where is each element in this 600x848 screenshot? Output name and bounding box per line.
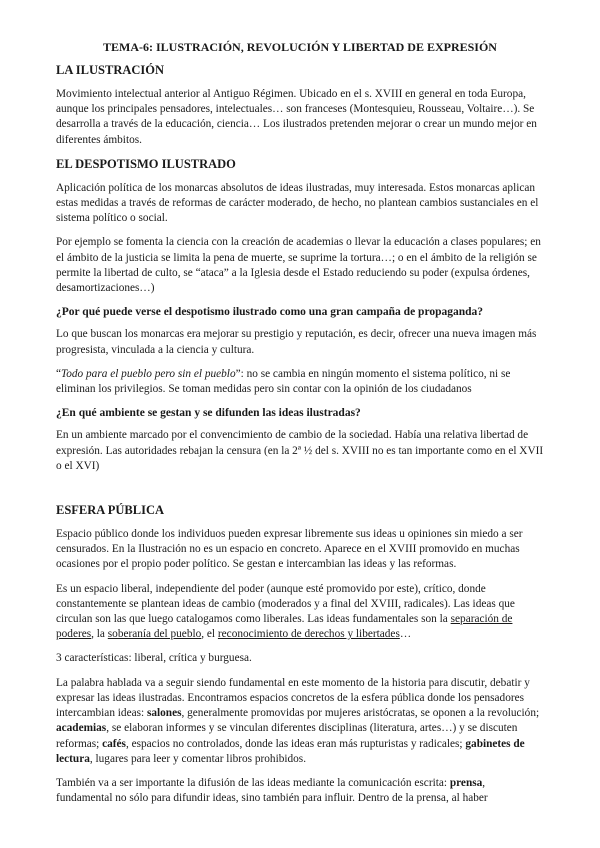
bold-term: gabinetes de lectura <box>56 737 525 765</box>
underlined-term: separación de poderes <box>56 613 513 641</box>
paragraph: Movimiento intelectual anterior al Antiguo Régimen. Ubicado en el s. XVIII en general en toda Europa, aunque los principales pensadores, intelectuales… son franceses (Montesquieu, Rousseau, Voltaire…). Se desarrolla a través de la educación, ciencia… Los ilustrados pretenden mejorar o crear un mundo mejor en diferentes ámbitos. <box>56 88 537 146</box>
paragraph <box>56 676 544 767</box>
underlined-term: soberanía del pueblo <box>107 628 202 641</box>
text-run: … <box>399 628 412 641</box>
spacer <box>56 483 544 503</box>
paragraph: En un ambiente marcado por el convencimiento de cambio de la sociedad. Había una relativa libertad de expresión. Las autoridades rebajan la censura (en la 2ª ½ del s. XVIII no es tan importante como en el XVII o el XVI) <box>56 429 544 472</box>
document-title: TEMA-6: ILUSTRACIÓN, REVOLUCIÓN Y LIBERTAD DE EXPRESIÓN <box>103 40 497 54</box>
paragraph: Espacio público donde los individuos pueden expresar libremente sus ideas u opiniones sin miedo a ser censurados. En la Ilustración no es un espacio en concreto. Aparece en el XVIII promovido en muchas ocasiones por el propio poder político. Se gestan e intercambian las ideas y las reformas. <box>56 528 523 571</box>
text-run: También va a ser importante la difusión de las ideas mediante la comunicación escrita: <box>56 776 450 789</box>
question-heading: ¿Por qué puede verse el despotismo ilustrado como una gran campaña de propaganda? <box>56 306 484 319</box>
paragraph <box>56 582 544 643</box>
paragraph: 3 características: liberal, crítica y burguesa. <box>56 652 252 665</box>
paragraph: Aplicación política de los monarcas absolutos de ideas ilustradas, muy interesada. Estos monarcas aplican estas medidas a través de reformas de carácter moderado, de hecho, no plantean cambios sustanciales en el sistema político o social. <box>56 181 539 225</box>
text-run: , se elaboran informes y se vinculan diferentes disciplinas (literatura, artes…) y se discuten reformas; <box>56 722 518 750</box>
close-quote: ” <box>235 367 241 380</box>
text-run: , fundamental no sólo para difundir ideas, sino también para influir. Dentro de la prensa, al haber <box>56 776 488 805</box>
paragraph: Por ejemplo se fomenta la ciencia con la creación de academias o llevar la educación a clases populares; en el ámbito de la justicia se limita la pena de muerte, se suprime la tortura…; o en el ámbito de la religión se permite la libertad de culto, se “ataca” a la Iglesia desde el Estado reduciendo su poder (expulsa órdenes, desamortizaciones…) <box>56 236 541 295</box>
bold-term: academias <box>56 722 107 735</box>
bold-term: prensa <box>449 776 483 789</box>
section-heading-despotismo: EL DESPOTISMO ILUSTRADO <box>56 156 236 171</box>
section-heading-esfera: ESFERA PÚBLICA <box>56 503 165 518</box>
quote-text: Todo para el pueblo pero sin el pueblo <box>61 367 236 380</box>
open-quote: “ <box>56 367 62 380</box>
paragraph <box>56 367 544 397</box>
paragraph <box>56 776 544 806</box>
text-run: , la <box>91 628 108 641</box>
bold-term: salones <box>146 707 182 720</box>
question-heading: ¿En qué ambiente se gestan y se difunden las ideas ilustradas? <box>56 407 361 420</box>
text-run: , generalmente promovidas por mujeres aristócratas, se oponen a la revolución; <box>181 707 540 720</box>
bold-term: cafés <box>102 737 126 750</box>
text-run: , lugares para leer y comentar libros prohibidos. <box>89 752 307 765</box>
text-run: Es un espacio liberal, independiente del poder (aunque esté promovido por este), crítico, donde constantemente se plantean ideas de cambio (moderados y a final del XVIII, radicales). Las ideas que circulan son las que luego catalogamos como liberales. Las ideas fundamentales son la <box>56 582 515 626</box>
underlined-term: reconocimiento de derechos y libertades <box>217 628 400 641</box>
paragraph: Lo que buscan los monarcas era mejorar su prestigio y reputación, es decir, ofrecer una nueva imagen más progresista, vinculada a la ciencia y cultura. <box>56 328 537 356</box>
text-run: , espacios no controlados, donde las ideas eran más rupturistas y radicales; <box>125 737 466 750</box>
paragraph-text: : no se cambia en ningún momento el sistema político, ni se eliminan los privilegios. Se toman medidas pero sin contar con la opinión de los ciudadanos <box>56 367 511 396</box>
text-run: , el <box>201 628 218 641</box>
section-heading-ilustracion: LA ILUSTRACIÓN <box>56 63 165 77</box>
text-run: La palabra hablada va a seguir siendo fundamental en este momento de la historia para discutir, debatir y expresar las ideas ilustradas. Encontramos espacios concretos de la esfera pública donde los pensadores intercambian ideas: <box>56 676 530 720</box>
